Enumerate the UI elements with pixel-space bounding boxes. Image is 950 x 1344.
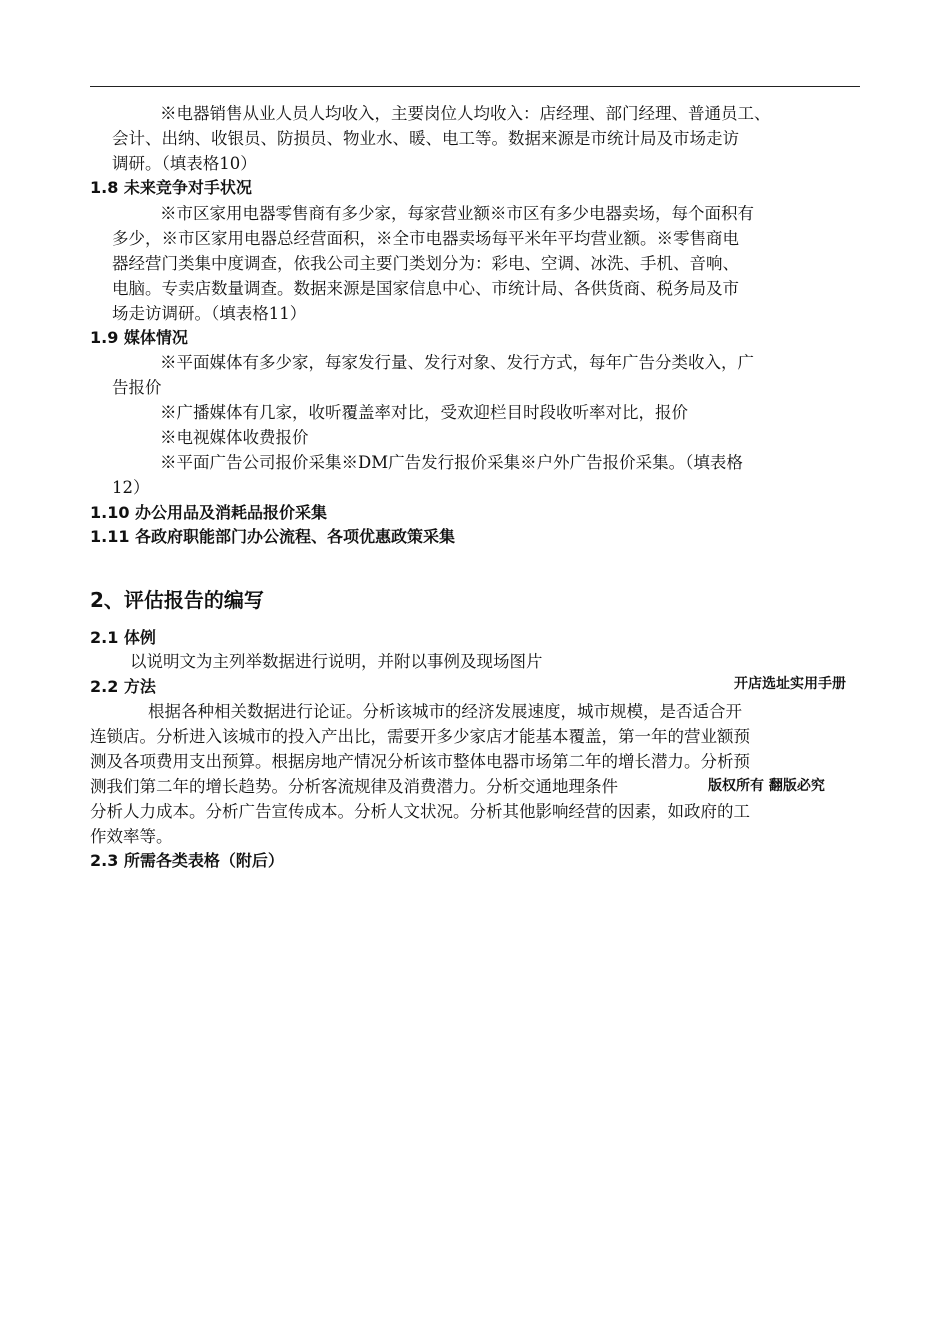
paragraph-line: 测我们第二年的增长趋势。分析客流规律及消费潜力。分析交通地理条件	[90, 777, 618, 796]
paragraph-line: ※平面广告公司报价采集※DM广告发行报价采集※户外广告报价采集。（填表格	[160, 453, 743, 472]
paragraph-line: ※电器销售从业人员人均收入，主要岗位人均收入：店经理、部门经理、普通员工、	[160, 104, 771, 123]
paragraph-line: ※平面媒体有多少家，每家发行量、发行对象、发行方式，每年广告分类收入，广	[160, 353, 754, 372]
paragraph-line: 测及各项费用支出预算。根据房地产情况分析该市整体电器市场第二年的增长潜力。分析预	[90, 752, 750, 771]
paragraph-line: 器经营门类集中度调查，依我公司主要门类划分为：彩电、空调、冰洗、手机、音响、	[112, 254, 739, 273]
paragraph-line: 连锁店。分析进入该城市的投入产出比，需要开多少家店才能基本覆盖，第一年的营业额预	[90, 727, 750, 746]
section-heading-1-11: 1.11 各政府职能部门办公流程、各项优惠政策采集	[90, 527, 456, 546]
paragraph-line: 调研。（填表格10）	[112, 154, 257, 173]
paragraph-line: 分析人力成本。分析广告宣传成本。分析人文状况。分析其他影响经营的因素，如政府的工	[90, 802, 750, 821]
section-heading-2-2: 2.2 方法	[90, 677, 156, 696]
paragraph-line: 根据各种相关数据进行论证。分析该城市的经济发展速度，城市规模，是否适合开	[148, 702, 742, 721]
paragraph-line: 多少，※市区家用电器总经营面积，※全市电器卖场每平米年平均营业额。※零售商电	[112, 229, 739, 248]
paragraph-line: 场走访调研。（填表格11）	[112, 304, 307, 323]
section-heading-1-8: 1.8 未来竞争对手状况	[90, 178, 252, 197]
manual-title-watermark: 开店选址实用手册	[734, 676, 846, 692]
paragraph-line: 电脑。专卖店数量调查。数据来源是国家信息中心、市统计局、各供货商、税务局及市	[112, 279, 739, 298]
paragraph-line: 12）	[112, 478, 150, 497]
section-heading-2-1: 2.1 体例	[90, 628, 156, 647]
copyright-watermark: 版权所有 翻版必究	[708, 778, 825, 794]
paragraph-line: 会计、出纳、收银员、防损员、物业水、暖、电工等。数据来源是市统计局及市场走访	[112, 129, 739, 148]
chapter-heading-2: 2、评估报告的编写	[90, 588, 264, 612]
paragraph-line: 告报价	[112, 378, 162, 397]
header-rule	[90, 86, 860, 87]
paragraph-line: ※电视媒体收费报价	[160, 428, 309, 447]
paragraph-line: ※市区家用电器零售商有多少家，每家营业额※市区有多少电器卖场，每个面积有	[160, 204, 754, 223]
paragraph-line: 作效率等。	[90, 827, 173, 846]
section-heading-2-3: 2.3 所需各类表格（附后）	[90, 851, 284, 870]
paragraph-line: 以说明文为主列举数据进行说明，并附以事例及现场图片	[130, 652, 543, 671]
section-heading-1-9: 1.9 媒体情况	[90, 328, 188, 347]
section-heading-1-10: 1.10 办公用品及消耗品报价采集	[90, 503, 328, 522]
paragraph-line: ※广播媒体有几家，收听覆盖率对比，受欢迎栏目时段收听率对比，报价	[160, 403, 688, 422]
